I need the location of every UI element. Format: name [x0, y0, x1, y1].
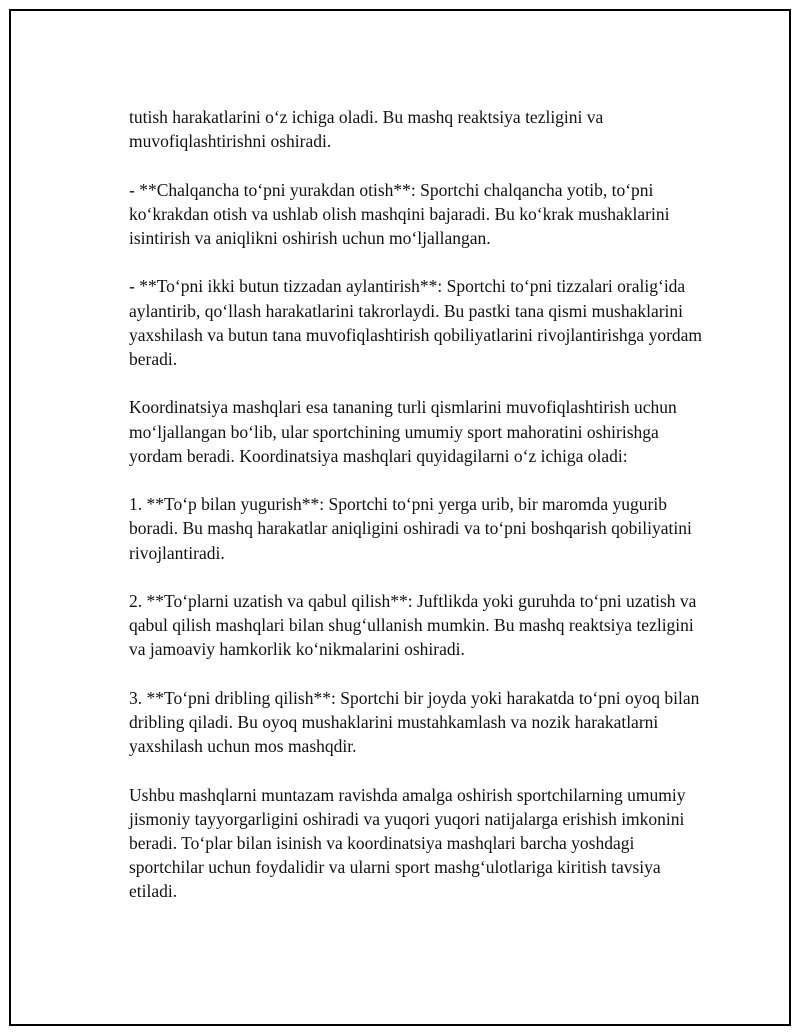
list-item-passing-receiving: 2. **To‘plarni uzatish va qabul qilish**: Juftlikda yoki guruhda to‘pni uzatish va qabul qilish mashqlari bilan shug‘ullanish mumkin. Bu mashq reaktsiya tezligini va jamoaviy hamkorlik ko‘nikmalarini oshiradi. [129, 590, 697, 660]
document-body [129, 105, 709, 928]
page-frame [9, 9, 791, 1026]
list-item-dribbling: 3. **To‘pni dribling qilish**: Sportchi bir joyda yoki harakatda to‘pni oyoq bilan dribling qiladi. Bu oyoq mushaklarini mustahkamlash va nozik harakatlarni yaxshilash uchun mos mashqdir. [129, 687, 700, 757]
paragraph-continuation: tutish harakatlarini o‘z ichiga oladi. Bu mashq reaktsiya tezligini va muvofiqlashtirishni oshiradi. [129, 107, 604, 152]
list-item-running-with-ball: 1. **To‘p bilan yugurish**: Sportchi to‘pni yerga urib, bir maromda yugurib boradi. Bu mashq harakatlar aniqligini oshiradi va to‘pni boshqarish qobiliyatini rivojlantiradi. [129, 494, 692, 563]
paragraph-conclusion: Ushbu mashqlarni muntazam ravishda amalga oshirish sportchilarning umumiy jismoniy tayyorgarligini oshiradi va yuqori yuqori natijalarga erishish imkonini beradi. To‘plar bilan isinish va koordinatsiya mashqlari barcha yoshdagi sportchilar uchun foydalidir va ularni sport mashg‘ulotlariga kiritish tavsiya etiladi. [129, 784, 686, 902]
paragraph-chest-throw: - **Chalqancha to‘pni yurakdan otish**: Sportchi chalqancha yotib, to‘pni ko‘krakdan otish va ushlab olish mashqini bajaradi. Bu ko‘krak mushaklarini isintirish va aniqlikni oshirish uchun mo‘ljallangan. [129, 179, 670, 248]
paragraph-coordination-intro: Koordinatsiya mashqlari esa tananing turli qismlarini muvofiqlashtirish uchun mo‘ljallangan bo‘lib, ular sportchining umumiy sport mahoratini oshirishga yordam beradi. Koordinatsiya mashqlari quyidagilarni o‘z ichiga oladi: [129, 397, 677, 466]
paragraph-knee-rotation: - **To‘pni ikki butun tizzadan aylantirish**: Sportchi to‘pni tizzalari oralig‘ida aylantirib, qo‘llash harakatlarini takrorlaydi. Bu pastki tana qismi mushaklarini yaxshilash va butun tana muvofiqlashtirish qobiliyatlarini rivojlantirishga yordam beradi. [129, 276, 703, 369]
